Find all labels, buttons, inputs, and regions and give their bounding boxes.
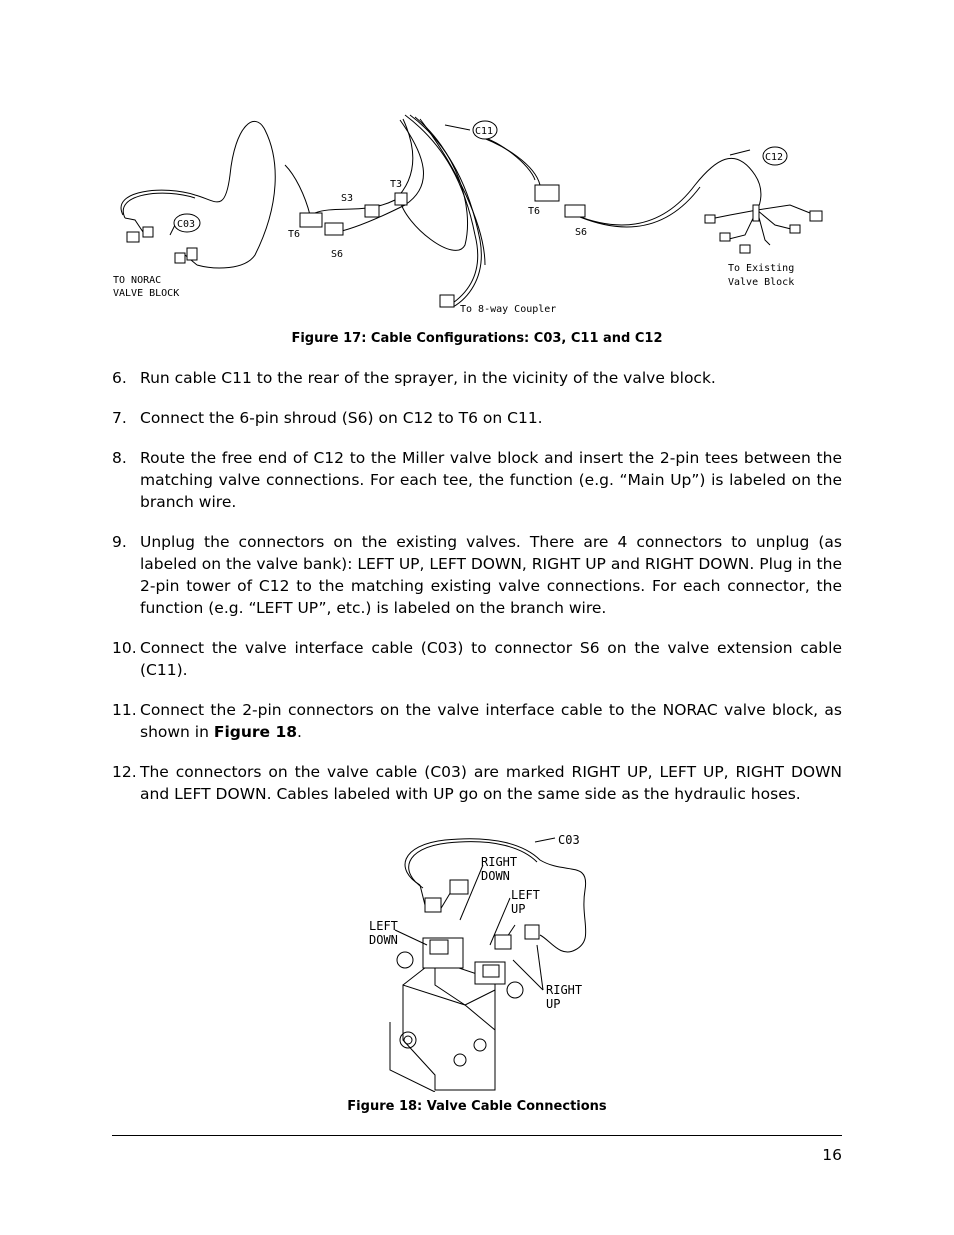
- label-left-down-2: DOWN: [369, 933, 398, 947]
- step-text: Connect the valve interface cable (C03) to connector S6 on the valve extension cable (C11).: [140, 639, 842, 679]
- label-s6-left: S6: [331, 249, 344, 260]
- label-s6-right: S6: [575, 227, 588, 238]
- label-c03: C03: [177, 219, 196, 230]
- step-text: Run cable C11 to the rear of the sprayer, in the vicinity of the valve block.: [140, 369, 716, 387]
- step-10: [112, 637, 842, 681]
- step-text-part: .: [297, 723, 302, 741]
- step-text: Connect the 6-pin shroud (S6) on C12 to T6 on C11.: [140, 409, 543, 427]
- label-left-down-1: LEFT: [369, 919, 398, 933]
- step-number: 7.: [112, 409, 127, 427]
- figure-18-caption: Figure 18: Valve Cable Connections: [347, 1099, 607, 1114]
- label-to-existing-2: Valve Block: [728, 277, 795, 288]
- step-number: 11.: [112, 701, 137, 719]
- step-12: [112, 761, 842, 805]
- step-number: 6.: [112, 369, 127, 387]
- step-9: [112, 531, 842, 619]
- label-t3: T3: [390, 179, 403, 190]
- label-left-up-2: UP: [511, 902, 526, 916]
- step-text-part: Connect the 2-pin connectors on the valve interface cable to the NORAC valve block, as shown in: [140, 701, 842, 741]
- step-text: The connectors on the valve cable (C03) are marked RIGHT UP, LEFT UP, RIGHT DOWN and LEFT DOWN. Cables labeled with UP go on the same side as the hydraulic hoses.: [140, 763, 842, 803]
- figure-17-diagram: [105, 105, 845, 320]
- label-to-coupler: To 8-way Coupler: [460, 304, 557, 315]
- step-11: [112, 699, 842, 743]
- label-c11: C11: [475, 126, 494, 137]
- step-7: [112, 407, 842, 429]
- figure-17-caption: Figure 17: Cable Configurations: C03, C11 and C12: [291, 331, 663, 346]
- step-number: 10.: [112, 639, 137, 657]
- label-right-down-2: DOWN: [481, 869, 510, 883]
- label-right-up-2: UP: [546, 997, 561, 1011]
- label-t6-left: T6: [288, 229, 301, 240]
- step-text: [140, 699, 842, 743]
- step-text: Unplug the connectors on the existing valves. There are 4 connectors to unplug (as labeled on the valve bank): LEFT UP, LEFT DOWN, RIGHT UP and RIGHT DOWN. Plug in the 2-pin tower of C12 to the matching existing valve connections. For each connector, the function (e.g. “LEFT UP”, etc.) is labeled on the branch wire.: [140, 533, 842, 617]
- label-t6-right: T6: [528, 206, 541, 217]
- page-number: 16: [822, 1146, 842, 1164]
- label-c12: C12: [765, 152, 784, 163]
- step-number: 8.: [112, 449, 127, 467]
- label-s3: S3: [341, 193, 354, 204]
- footer-rule: [112, 1135, 842, 1136]
- label-to-norac-2: VALVE BLOCK: [113, 288, 180, 299]
- label-to-norac-1: TO NORAC: [113, 275, 162, 286]
- label-right-up-1: RIGHT: [546, 983, 583, 997]
- figure-18-diagram: [365, 830, 595, 1092]
- step-6: [112, 367, 842, 389]
- step-number: 12.: [112, 763, 137, 781]
- label-to-existing-1: To Existing: [728, 263, 795, 274]
- step-text: Route the free end of C12 to the Miller valve block and insert the 2-pin tees between the matching valve connections. For each tee, the function (e.g. “Main Up”) is labeled on the branch wire.: [140, 449, 842, 511]
- step-number: 9.: [112, 533, 127, 551]
- label-right-down-1: RIGHT: [481, 855, 518, 869]
- label-left-up-1: LEFT: [511, 888, 540, 902]
- label-c03: C03: [558, 833, 580, 847]
- figure-18-reference: Figure 18: [213, 723, 298, 741]
- step-8: [112, 447, 842, 513]
